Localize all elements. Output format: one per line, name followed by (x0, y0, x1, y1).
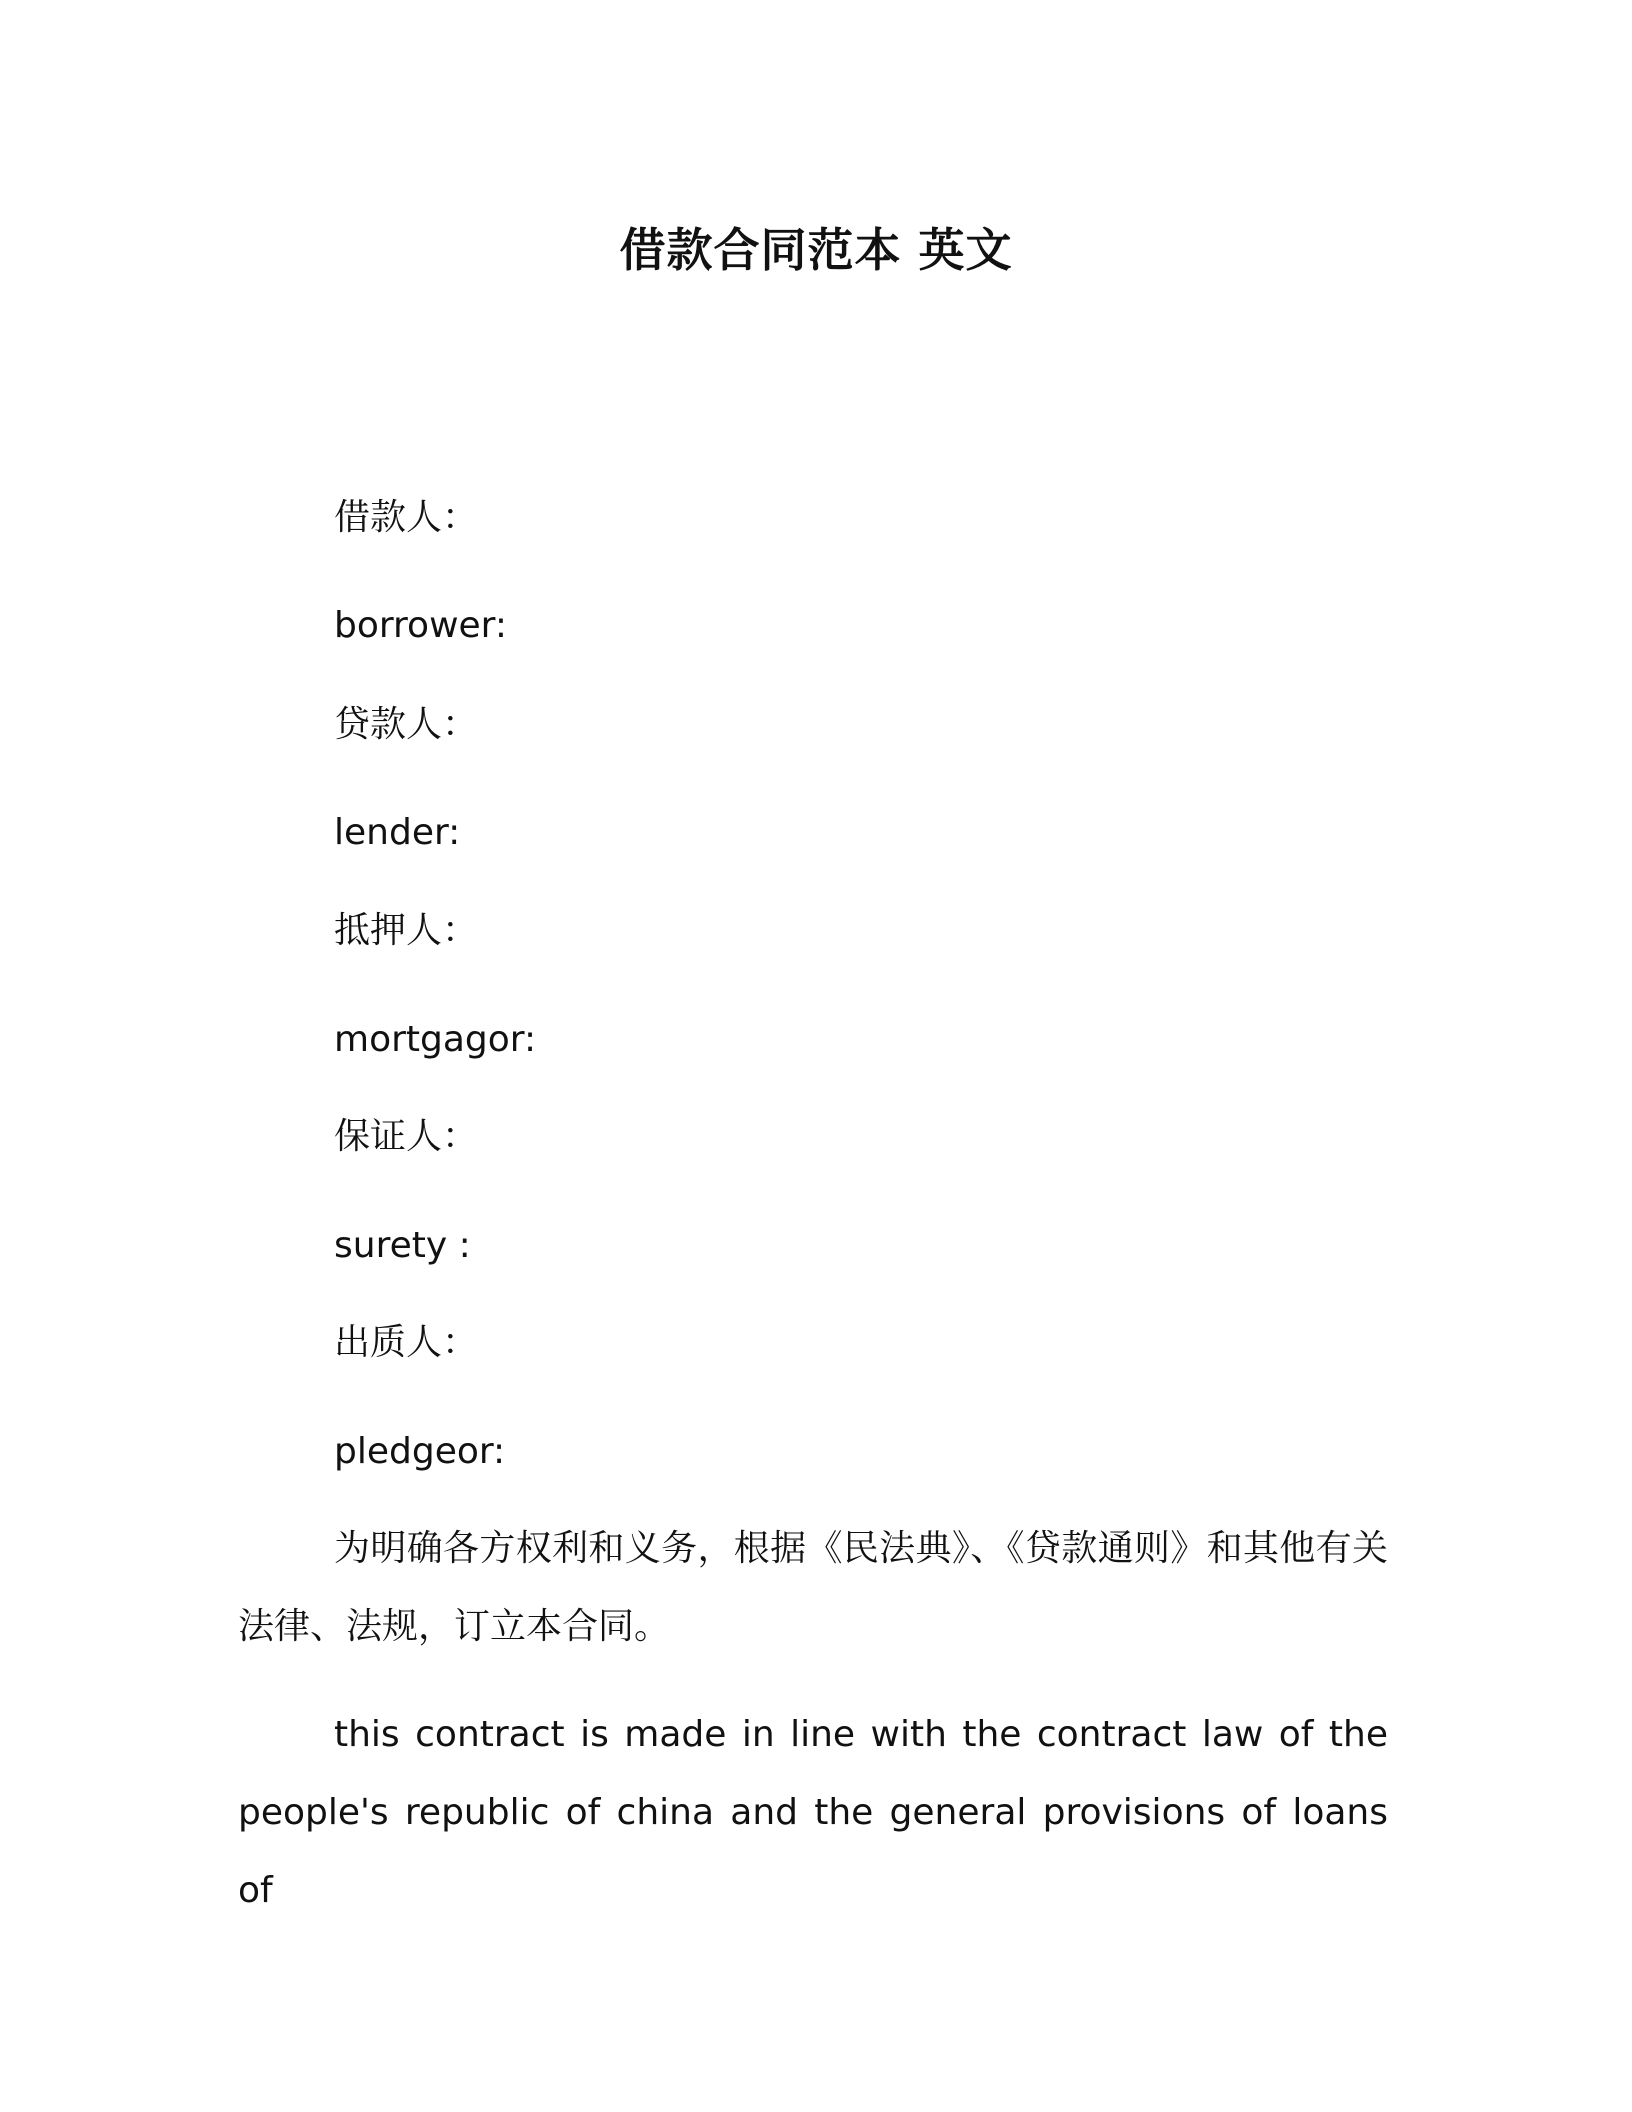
party-label-borrower-cn: 借款人： (334, 497, 479, 538)
party-label-surety-cn: 保证人： (334, 1116, 479, 1157)
party-label-mortgagor-en: mortgagor: (334, 1019, 537, 1060)
party-label-pledgeor-cn: 出质人： (334, 1322, 479, 1363)
document-title: 借款合同范本 英文 (619, 223, 1013, 277)
preamble-paragraph-cn: 为明确各方权利和义务，根据《民法典》、《贷款通则》和其他有关法律、法规，订立本合同。 (238, 1528, 1388, 1647)
party-label-borrower-en: borrower: (334, 605, 507, 646)
party-label-mortgagor-cn: 抵押人： (334, 910, 479, 951)
party-label-lender-cn: 贷款人： (334, 704, 479, 745)
party-label-surety-en: surety : (334, 1225, 471, 1266)
party-label-lender-en: lender: (334, 812, 461, 853)
party-label-pledgeor-en: pledgeor: (334, 1431, 506, 1472)
preamble-paragraph-en: this contract is made in line with the contract law of the people's republic of china and the general provisions of loans of (238, 1714, 1388, 1911)
